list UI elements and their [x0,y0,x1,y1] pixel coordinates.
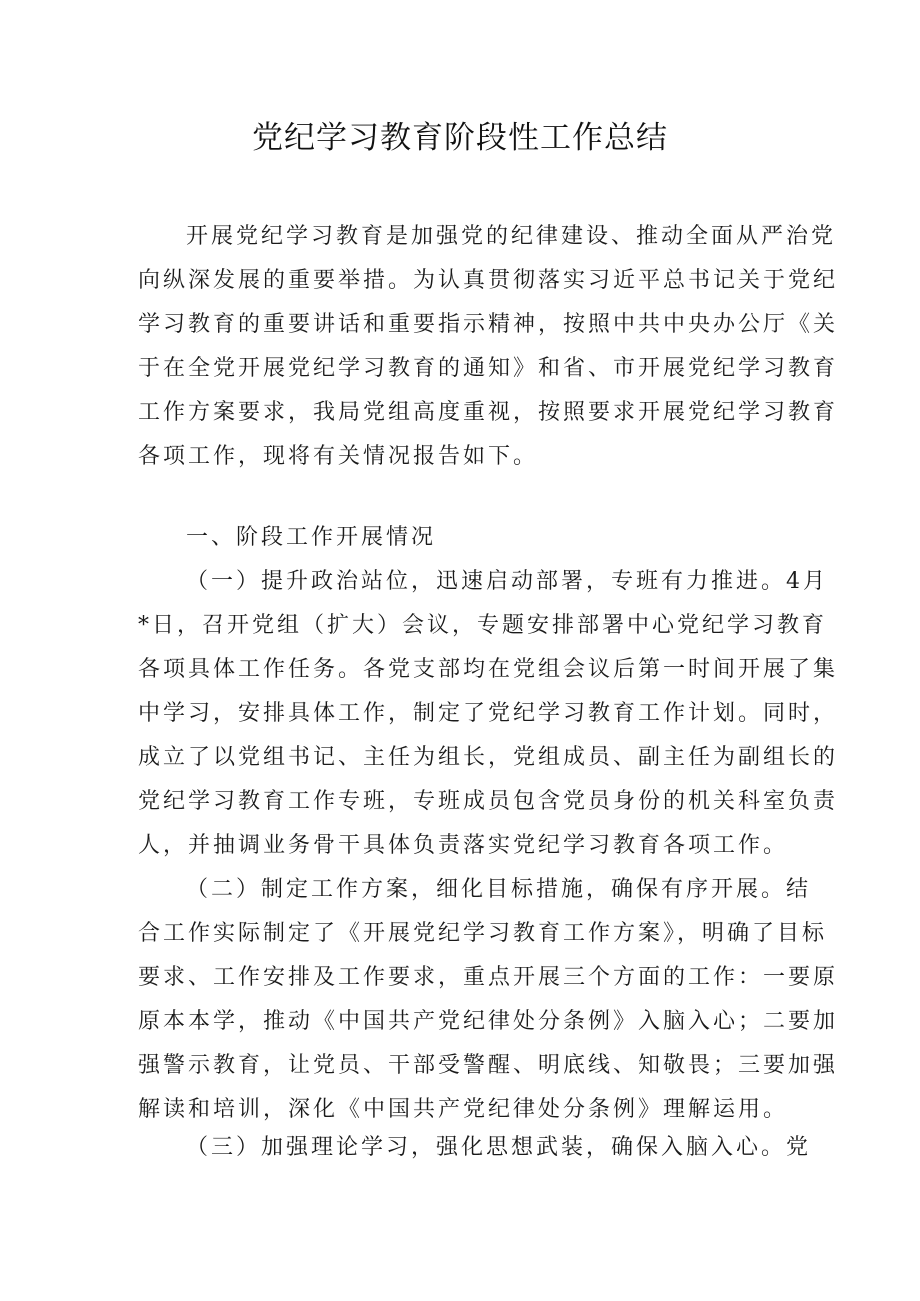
paragraph-line: 中学习，安排具体工作，制定了党纪学习教育工作计划。同时， [138,701,839,726]
paragraph-line: 强警示教育，让党员、干部受警醒、明底线、知敬畏；三要加强 [138,1053,839,1078]
paragraph-line: 合工作实际制定了《开展党纪学习教育工作方案》，明确了目标 [138,921,828,946]
paragraph-line: 原本本学，推动《中国共产党纪律处分条例》入脑入心；二要加 [138,1009,839,1034]
section-heading: 一、阶段工作开展情况 [186,525,437,550]
paragraph-line: 各项具体工作任务。各党支部均在党组会议后第一时间开展了集 [138,657,839,682]
paragraph-line: 解读和培训，深化《中国共产党纪律处分条例》理解运用。 [138,1097,789,1122]
paragraph-line: 要求、工作安排及工作要求，重点开展三个方面的工作：一要原 [138,965,839,990]
paragraph-line: 人，并抽调业务骨干具体负责落实党纪学习教育各项工作。 [138,833,789,858]
paragraph-3 [138,1126,812,1170]
intro-line: 各项工作，现将有关情况报告如下。 [138,444,539,469]
intro-paragraph [138,215,839,479]
paragraph-line: （二）制定工作方案，细化目标措施，确保有序开展。结 [186,877,812,902]
paragraph-line: （三）加强理论学习，强化思想武装，确保入脑入心。党 [186,1135,812,1160]
document-title: 党纪学习教育阶段性工作总结 [252,120,668,156]
paragraph-line: （一）提升政治站位，迅速启动部署，专班有力推进。4月 [186,569,828,594]
paragraph-line: *日，召开党组（扩大）会议，专题安排部署中心党纪学习教育 [138,613,828,638]
paragraph-1 [138,560,839,868]
intro-line: 于在全党开展党纪学习教育的通知》和省、市开展党纪学习教育 [138,356,839,381]
paragraph-line: 党纪学习教育工作专班，专班成员包含党员身份的机关科室负责 [138,789,839,814]
intro-line: 向纵深发展的重要举措。为认真贯彻落实习近平总书记关于党纪 [138,268,839,293]
intro-line: 开展党纪学习教育是加强党的纪律建设、推动全面从严治党 [186,224,837,249]
paragraph-line: 成立了以党组书记、主任为组长，党组成员、副主任为副组长的 [138,745,839,770]
intro-line: 工作方案要求，我局党组高度重视，按照要求开展党纪学习教育 [138,400,839,425]
intro-line: 学习教育的重要讲话和重要指示精神，按照中共中央办公厅《关 [138,312,839,337]
paragraph-2 [138,868,839,1132]
